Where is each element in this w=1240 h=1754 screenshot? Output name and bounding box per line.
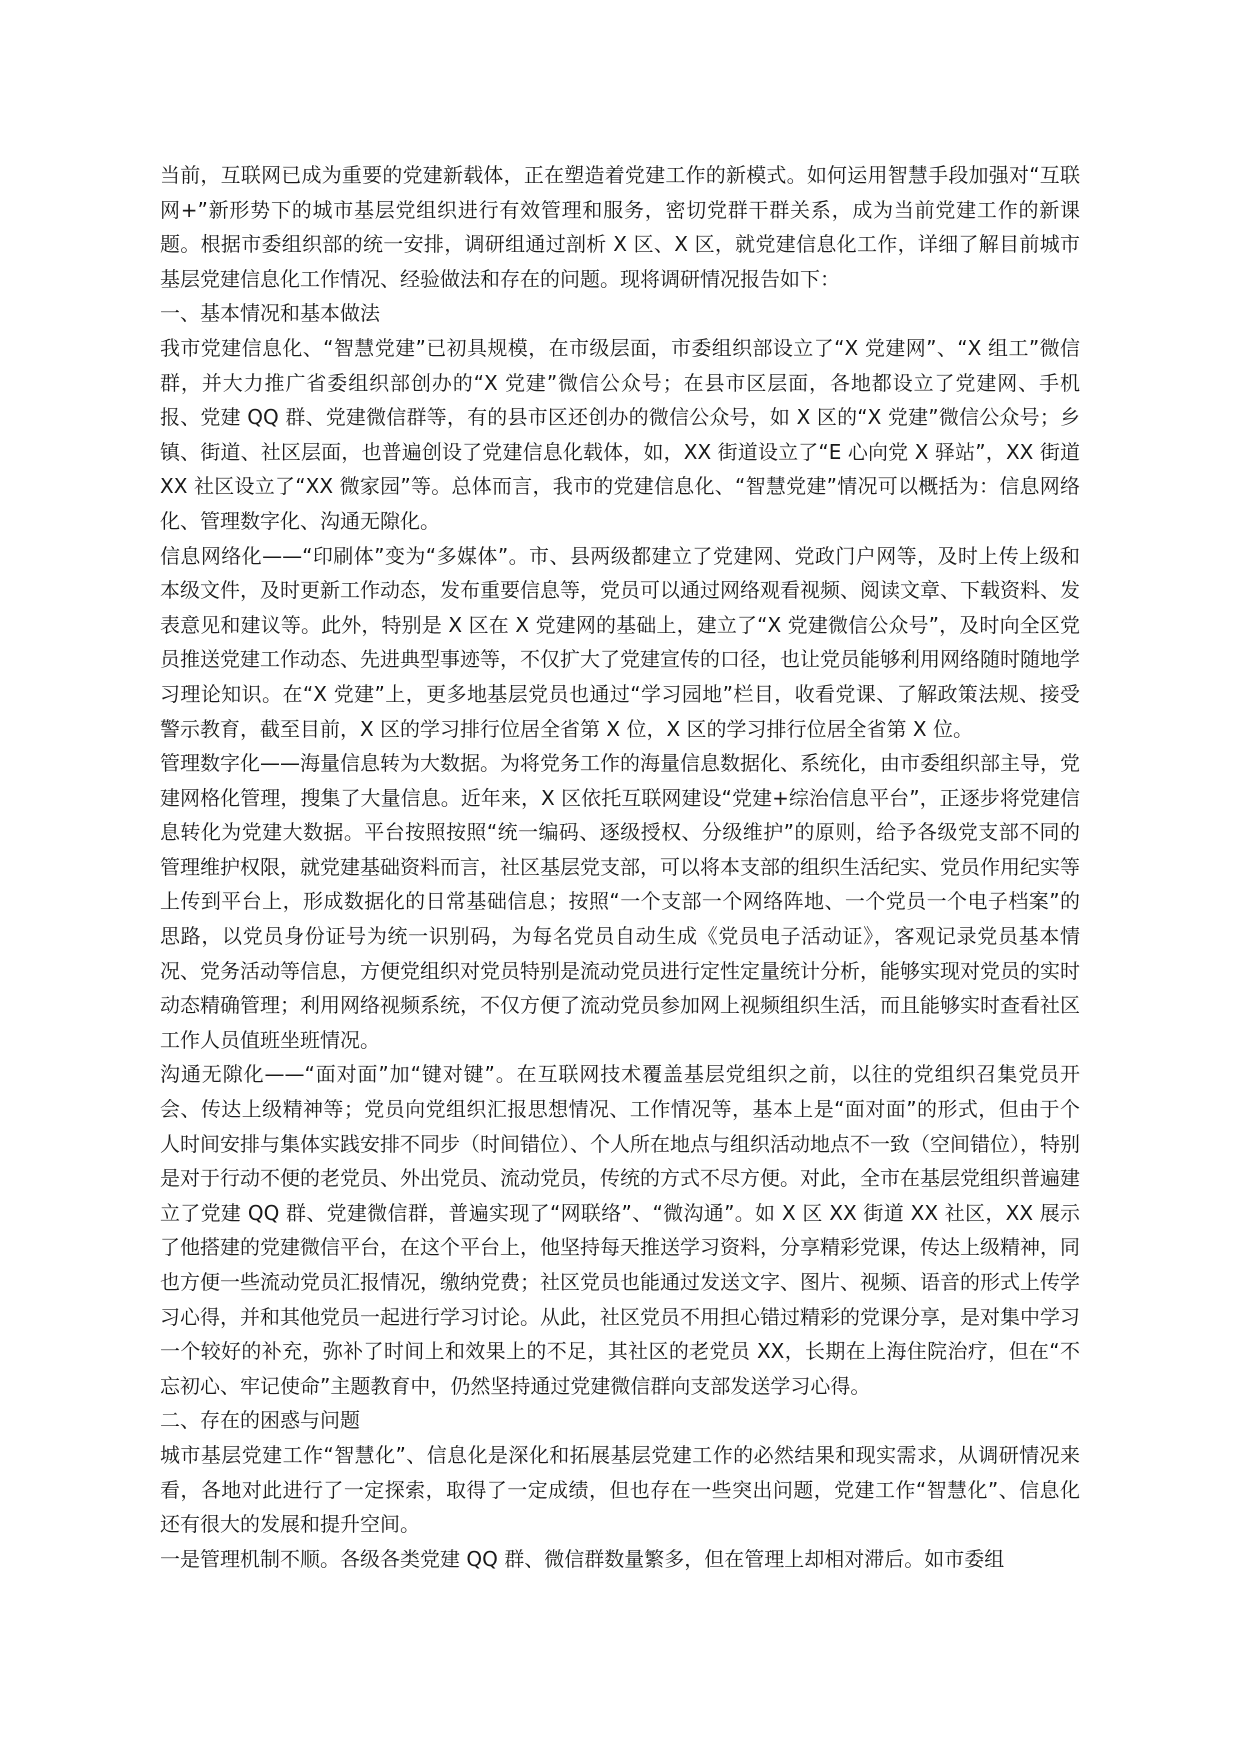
intro-paragraph: 当前，互联网已成为重要的党建新载体，正在塑造着党建工作的新模式。如何运用智慧手段加强对“互联网+”新形势下的城市基层党组织进行有效管理和服务，密切党群干群关系，成为当前党建工作的新课题。根据市委组织部的统一安排，调研组通过剖析 X 区、X 区，就党建信息化工作，详细了解目前城市基层党建信息化工作情况、经验做法和存在的问题。现将调研情况报告如下：: [160, 163, 1080, 291]
document-body: [160, 158, 1080, 1576]
body-paragraph: 我市党建信息化、“智慧党建”已初具规模，在市级层面，市委组织部设立了“X 党建网”、“X 组工”微信群，并大力推广省委组织部创办的“X 党建”微信公众号；在县市区层面，各地都设立了党建网、手机报、党建 QQ 群、党建微信群等，有的县市区还创办的微信公众号，如 X 区的“X 党建”微信公众号；乡镇、街道、社区层面，也普遍创设了党建信息化载体，如，XX 街道设立了“E 心向党 X 驿站”，XX 街道 XX 社区设立了“XX 微家园”等。总体而言，我市的党建信息化、“智慧党建”情况可以概括为：信息网络化、管理数字化、沟通无隙化。: [160, 335, 1080, 533]
body-paragraph: 管理数字化——海量信息转为大数据。为将党务工作的海量信息数据化、系统化，由市委组织部主导，党建网格化管理，搜集了大量信息。近年来，X 区依托互联网建设“党建+综治信息平台”，正逐步将党建信息转化为党建大数据。平台按照按照“统一编码、逐级授权、分级维护”的原则，给予各级党支部不同的管理维护权限，就党建基础资料而言，社区基层党支部，可以将本支部的组织生活纪实、党员作用纪实等上传到平台上，形成数据化的日常基础信息；按照“一个支部一个网络阵地、一个党员一个电子档案”的思路，以党员身份证号为统一识别码，为每名党员自动生成《党员电子活动证》，客观记录党员基本情况、党务活动等信息，方便党组织对党员特别是流动党员进行定性定量统计分析，能够实现对党员的实时动态精确管理；利用网络视频系统，不仅方便了流动党员参加网上视频组织生活，而且能够实时查看社区工作人员值班坐班情况。: [160, 751, 1080, 1052]
body-paragraph: 沟通无隙化——“面对面”加“键对键”。在互联网技术覆盖基层党组织之前，以往的党组织召集党员开会、传达上级精神等；党员向党组织汇报思想情况、工作情况等，基本上是“面对面”的形式，但由于个人时间安排与集体实践安排不同步（时间错位）、个人所在地点与组织活动地点不一致（空间错位），特别是对于行动不便的老党员、外出党员、流动党员，传统的方式不尽方便。对此，全市在基层党组织普遍建立了党建 QQ 群、党建微信群，普遍实现了“网联络”、“微沟通”。如 X 区 XX 街道 XX 社区，XX 展示了他搭建的党建微信平台，在这个平台上，他坚持每天推送学习资料，分享精彩党课，传达上级精神，同也方便一些流动党员汇报情况，缴纳党费；社区党员也能通过发送文字、图片、视频、语音的形式上传学习心得，并和其他党员一起进行学习讨论。从此，社区党员不用担心错过精彩的党课分享，是对集中学习一个较好的补充，弥补了时间上和效果上的不足，其社区的老党员 XX，长期在上海住院治疗，但在“不忘初心、牢记使命”主题教育中，仍然坚持通过党建微信群向支部发送学习心得。: [160, 1062, 1080, 1398]
section-heading-1: 一、基本情况和基本做法: [160, 301, 380, 326]
body-paragraph: 一是管理机制不顺。各级各类党建 QQ 群、微信群数量繁多，但在管理上却相对滞后。如市委组: [160, 1546, 1005, 1571]
body-paragraph: 城市基层党建工作“智慧化”、信息化是深化和拓展基层党建工作的必然结果和现实需求，从调研情况来看，各地对此进行了一定探索，取得了一定成绩，但也存在一些突出问题，党建工作“智慧化”、信息化还有很大的发展和提升空间。: [160, 1442, 1080, 1537]
body-paragraph: 信息网络化——“印刷体”变为“多媒体”。市、县两级都建立了党建网、党政门户网等，及时上传上级和本级文件，及时更新工作动态，发布重要信息等，党员可以通过网络观看视频、阅读文章、下载资料、发表意见和建议等。此外，特别是 X 区在 X 党建网的基础上，建立了“X 党建微信公众号”，及时向全区党员推送党建工作动态、先进典型事迹等，不仅扩大了党建宣传的口径，也让党员能够利用网络随时随地学习理论知识。在“X 党建”上，更多地基层党员也通过“学习园地”栏目，收看党课、了解政策法规、接受警示教育，截至目前，X 区的学习排行位居全省第 X 位，X 区的学习排行位居全省第 X 位。: [160, 543, 1080, 741]
section-heading-2: 二、存在的困惑与问题: [160, 1408, 360, 1433]
